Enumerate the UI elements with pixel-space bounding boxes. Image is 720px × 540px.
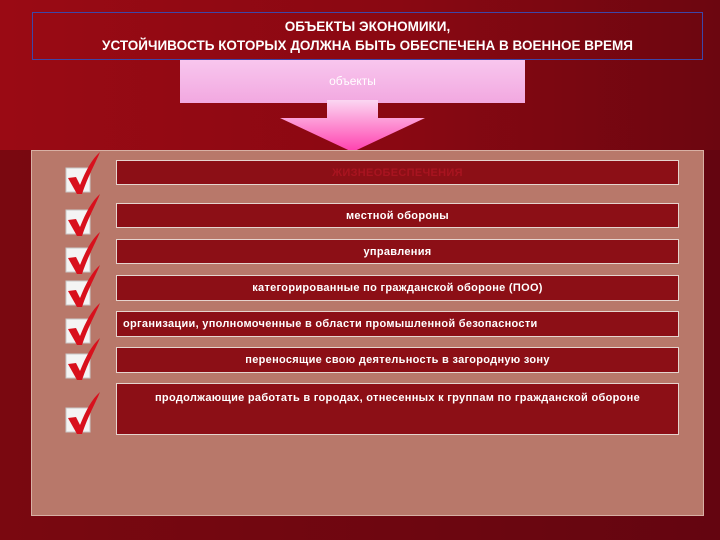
item-relocating: переносящие свою деятельность в загородную зону bbox=[116, 347, 679, 373]
item-categorized-poo: категорированные по гражданской обороне (ПОО) bbox=[116, 275, 679, 301]
item-industrial-safety: организации, уполномоченные в области промышленной безопасности bbox=[116, 311, 679, 337]
checkbox-check-icon bbox=[62, 150, 102, 196]
diagram-title bbox=[32, 12, 703, 60]
objects-box: объекты bbox=[180, 60, 525, 103]
title-line-2: УСТОЙЧИВОСТЬ КОТОРЫХ ДОЛЖНА БЫТЬ ОБЕСПЕЧЕНА В ВОЕННОЕ ВРЕМЯ bbox=[102, 38, 633, 53]
checkbox-check-icon bbox=[62, 390, 102, 436]
checkbox-check-icon bbox=[62, 336, 102, 382]
item-local-defense: местной обороны bbox=[116, 203, 679, 228]
item-continuing-work: продолжающие работать в городах, отнесенных к группам по гражданской обороне bbox=[116, 383, 679, 435]
title-line-1: ОБЪЕКТЫ ЭКОНОМИКИ, bbox=[284, 19, 451, 34]
item-management: управления bbox=[116, 239, 679, 264]
item-life-support: ЖИЗНЕОБЕСПЕЧЕНИЯ bbox=[116, 160, 679, 185]
down-arrow-icon bbox=[280, 100, 425, 152]
